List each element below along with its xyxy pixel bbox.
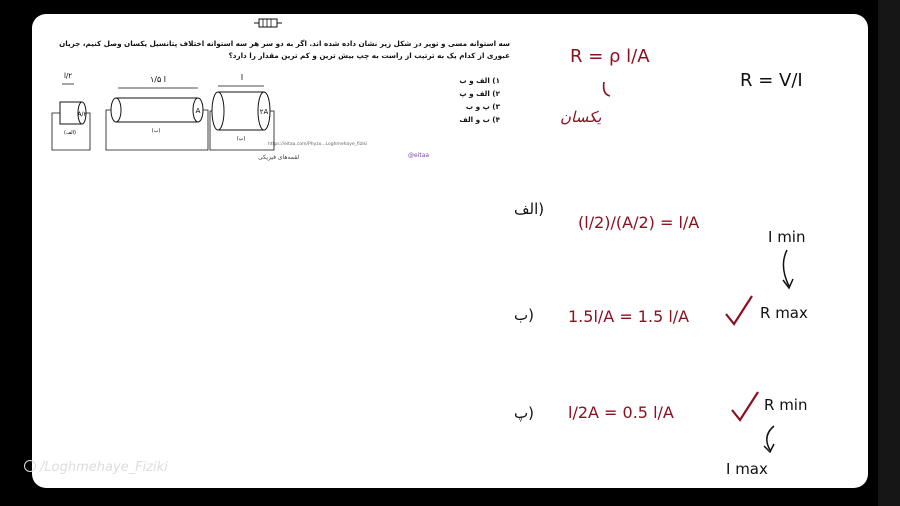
imax-note: I max — [726, 460, 768, 478]
option-2: ۲) الف و پ — [459, 89, 500, 98]
footer-brand: لقمه‌های فیزیکی — [258, 154, 300, 161]
case-p-label: پ) — [514, 404, 534, 422]
cylinders-diagram — [46, 70, 286, 156]
problem-text — [44, 38, 510, 62]
imin-note: I min — [768, 228, 806, 246]
cyl-a-length: l/۲ — [63, 72, 73, 80]
cylinder-a — [52, 72, 90, 150]
cylinder-p — [210, 73, 274, 150]
cyl-p-name: (پ) — [236, 136, 246, 142]
cyl-a-area: A/۲ — [77, 111, 87, 118]
footer-url: https://eitaa.com/Phyzo...Loghmehaye_fiziki — [268, 142, 368, 147]
case-b-label: ب) — [514, 306, 534, 324]
window-edge — [878, 0, 900, 506]
cyl-b-name: (ب) — [151, 128, 161, 134]
cyl-a-name: (الف) — [64, 130, 76, 136]
resistivity-formula: R = ρ l/A — [570, 46, 650, 67]
cyl-b-length: ۱/۵ l — [149, 75, 167, 84]
case-a-label: الف) — [514, 200, 545, 218]
channel-icon — [24, 460, 36, 472]
handwritten-notes — [512, 14, 868, 488]
cyl-p-area: ۲A — [259, 108, 269, 116]
watermark — [24, 460, 168, 475]
case-p-expression: l/2A = 0.5 l/A — [568, 403, 674, 422]
resistor-icon — [254, 17, 282, 29]
watermark-text: /Loghmehaye_Fiziki — [40, 460, 168, 475]
cyl-b-area: A — [195, 107, 201, 115]
cyl-p-length: l — [240, 73, 244, 82]
check-icon — [726, 296, 752, 324]
option-4: ۴) ب و الف — [459, 115, 500, 124]
option-3: ۳) پ و ب — [465, 102, 500, 111]
whiteboard — [32, 14, 868, 488]
ohm-formula: R = V/I — [740, 70, 803, 91]
check-icon — [732, 392, 758, 420]
problem-line-1: سه استوانه مسی و توپر در شکل زیر نشان داده شده اند. اگر به دو سر هر سه استوانه اختلاف پتانسیل یکسان وصل کنیم، جریان — [59, 39, 510, 48]
option-1: ۱) الف و ب — [459, 76, 500, 85]
case-b — [514, 296, 808, 326]
rho-same-note: یکسان — [560, 108, 602, 126]
rmin-note: R min — [764, 396, 808, 414]
problem-line-2: عبوری از کدام یک به ترتیب از راست به چپ بیش ترین و کم ترین مقدار را دارد؟ — [228, 51, 510, 60]
imin-annotation — [768, 228, 805, 288]
options-list — [459, 74, 500, 126]
case-p — [514, 392, 807, 478]
formula-ohm — [740, 70, 803, 91]
case-a — [514, 200, 699, 232]
cylinder-b — [106, 75, 208, 150]
case-a-expression: (l/2)/(A/2) = l/A — [578, 213, 700, 232]
formula-resistivity — [560, 46, 650, 126]
footer-handle: @eitaa — [408, 152, 430, 159]
case-b-expression: 1.5l/A = 1.5 l/A — [568, 307, 690, 326]
rmax-note: R max — [760, 304, 808, 322]
